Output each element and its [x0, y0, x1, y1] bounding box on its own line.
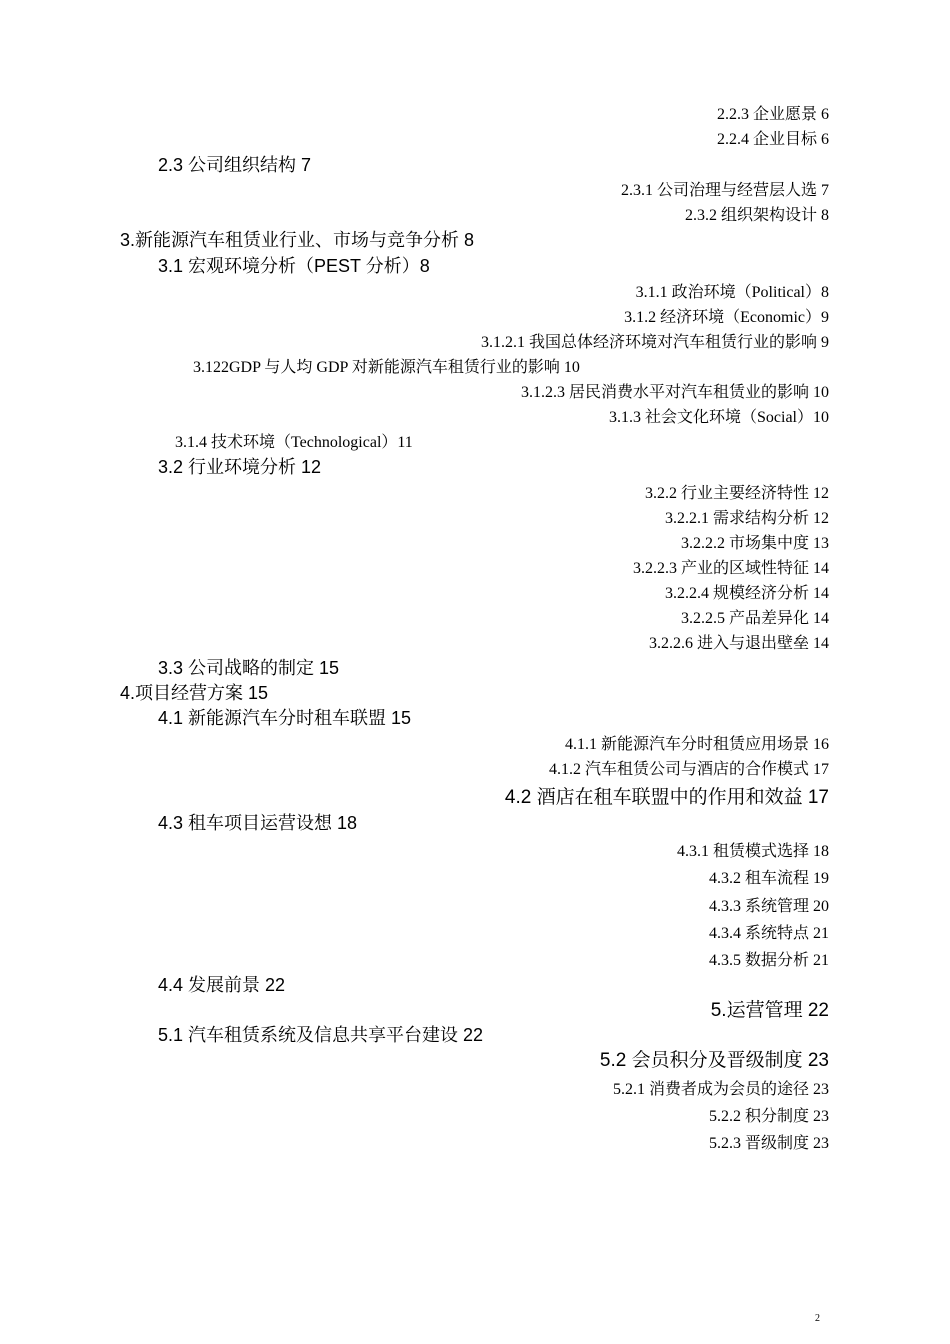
toc-entry-3-2-2-4[interactable]: 3.2.2.4 规模经济分析 14	[664, 585, 829, 602]
toc-entry-3-2-2-2[interactable]: 3.2.2.2 市场集中度 13	[680, 535, 829, 552]
toc-entry-2-3[interactable]: 2.3 公司组织结构 7	[158, 155, 312, 175]
toc-entry-3-2-2[interactable]: 3.2.2 行业主要经济特性 12	[644, 485, 829, 502]
toc-entry-3-1-2[interactable]: 3.1.2 经济环境（Economic）9	[624, 309, 829, 326]
toc-entry-3-2-2-6[interactable]: 3.2.2.6 进入与退出壁垒 14	[648, 635, 829, 652]
toc-entry-2-2-4[interactable]: 2.2.4 企业目标 6	[716, 131, 829, 148]
toc-entry-4-1-1[interactable]: 4.1.1 新能源汽车分时租赁应用场景 16	[564, 736, 829, 753]
toc-entry-4-3-4[interactable]: 4.3.4 系统特点 21	[708, 925, 829, 942]
toc-entry-3-1-2-1[interactable]: 3.1.2.1 我国总体经济环境对汽车租赁行业的影响 9	[480, 334, 829, 351]
toc-entry-4-1[interactable]: 4.1 新能源汽车分时租车联盟 15	[158, 708, 412, 728]
toc-entry-2-2-3[interactable]: 2.2.3 企业愿景 6	[716, 106, 829, 123]
toc-entry-5-2-2[interactable]: 5.2.2 积分制度 23	[708, 1108, 829, 1125]
page-number: 2	[815, 1313, 820, 1324]
toc-entry-3[interactable]: 3.新能源汽车租赁业行业、市场与竞争分析 8	[120, 230, 475, 250]
toc-entry-4[interactable]: 4.项目经营方案 15	[120, 683, 269, 703]
toc-entry-4-3[interactable]: 4.3 租车项目运营设想 18	[158, 813, 358, 833]
toc-entry-4-3-1[interactable]: 4.3.1 租赁模式选择 18	[676, 843, 829, 860]
toc-entry-3-2-2-1[interactable]: 3.2.2.1 需求结构分析 12	[664, 510, 829, 527]
toc-entry-4-4[interactable]: 4.4 发展前景 22	[158, 975, 286, 995]
toc-entry-4-2[interactable]: 4.2 酒店在租车联盟中的作用和效益 17	[504, 787, 829, 808]
toc-entry-3-1-1[interactable]: 3.1.1 政治环境（Political）8	[635, 284, 829, 301]
toc-entry-4-3-5[interactable]: 4.3.5 数据分析 21	[708, 952, 829, 969]
toc-entry-4-3-2[interactable]: 4.3.2 租车流程 19	[708, 870, 829, 887]
toc-entry-5-2[interactable]: 5.2 会员积分及晋级制度 23	[599, 1050, 829, 1071]
toc-entry-3-3[interactable]: 3.3 公司战略的制定 15	[158, 658, 340, 678]
toc-entry-3-2-2-3[interactable]: 3.2.2.3 产业的区域性特征 14	[632, 560, 829, 577]
toc-entry-3-1-2-3[interactable]: 3.1.2.3 居民消费水平对汽车租赁业的影响 10	[520, 384, 829, 401]
toc-entry-4-3-3[interactable]: 4.3.3 系统管理 20	[708, 898, 829, 915]
toc-entry-5-2-1[interactable]: 5.2.1 消费者成为会员的途径 23	[612, 1081, 829, 1098]
toc-entry-5-1[interactable]: 5.1 汽车租赁系统及信息共享平台建设 22	[158, 1025, 484, 1045]
toc-entry-2-3-2[interactable]: 2.3.2 组织架构设计 8	[684, 207, 829, 224]
toc-entry-2-3-1[interactable]: 2.3.1 公司治理与经营层人选 7	[620, 182, 829, 199]
toc-entry-3-2[interactable]: 3.2 行业环境分析 12	[158, 457, 322, 477]
toc-entry-5-2-3[interactable]: 5.2.3 晋级制度 23	[708, 1135, 829, 1152]
toc-entry-3-2-2-5[interactable]: 3.2.2.5 产品差异化 14	[680, 610, 829, 627]
toc-entry-3-1-3[interactable]: 3.1.3 社会文化环境（Social）10	[609, 409, 829, 426]
toc-entry-4-1-2[interactable]: 4.1.2 汽车租赁公司与酒店的合作模式 17	[548, 761, 829, 778]
toc-entry-3-1-2-2[interactable]: 3.122GDP 与人均 GDP 对新能源汽车租赁行业的影响 10	[193, 359, 580, 376]
toc-entry-3-1[interactable]: 3.1 宏观环境分析（PEST 分析）8	[158, 256, 430, 276]
toc-entry-3-1-4[interactable]: 3.1.4 技术环境（Technological）11	[175, 434, 413, 451]
toc-entry-5[interactable]: 5.运营管理 22	[710, 1000, 829, 1021]
